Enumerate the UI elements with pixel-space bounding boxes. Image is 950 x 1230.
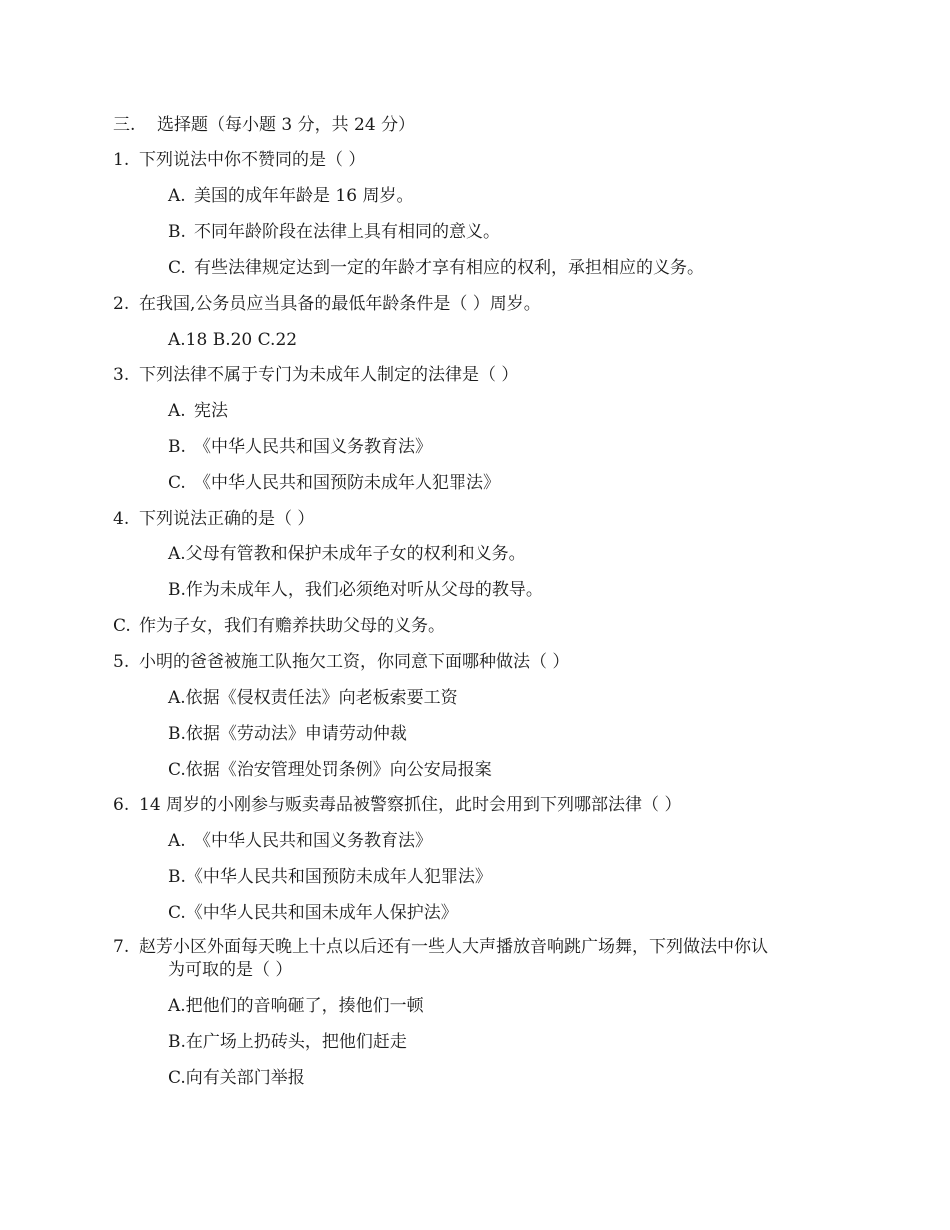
question-text-line2: 为可取的是（ ） bbox=[168, 960, 293, 980]
option-text: C.向有关部门举报 bbox=[168, 1068, 305, 1088]
option-label: B. bbox=[168, 222, 186, 242]
option-label: B. bbox=[168, 437, 186, 457]
question-4 bbox=[113, 508, 314, 530]
question-number: 6. bbox=[113, 795, 130, 815]
question-7-option-c bbox=[168, 1067, 305, 1089]
option-text: C.《中华人民共和国未成年人保护法》 bbox=[168, 903, 458, 923]
question-1-option-a bbox=[168, 185, 413, 207]
option-label: C. bbox=[113, 616, 131, 636]
question-6-option-a bbox=[168, 830, 432, 852]
question-text: 下列法律不属于专门为未成年人制定的法律是（ ） bbox=[139, 365, 519, 385]
question-3-option-b bbox=[168, 436, 432, 458]
option-text: 《中华人民共和国义务教育法》 bbox=[194, 831, 432, 851]
question-text: 小明的爸爸被施工队拖欠工资，你同意下面哪种做法（ ） bbox=[139, 652, 570, 672]
option-text: 《中华人民共和国义务教育法》 bbox=[194, 437, 432, 457]
question-3 bbox=[113, 364, 518, 386]
question-2-options bbox=[168, 329, 297, 351]
option-text: 有些法律规定达到一定的年龄才享有相应的权利，承担相应的义务。 bbox=[194, 258, 704, 278]
section-header bbox=[113, 114, 415, 136]
option-text: 宪法 bbox=[194, 401, 228, 421]
question-5-option-a bbox=[168, 687, 458, 709]
option-text: 作为子女，我们有赡养扶助父母的义务。 bbox=[139, 616, 445, 636]
question-3-option-c bbox=[168, 472, 500, 494]
question-text: 下列说法中你不赞同的是（ ） bbox=[139, 150, 366, 170]
option-text: A.父母有管教和保护未成年子女的权利和义务。 bbox=[168, 544, 526, 564]
question-5-option-b bbox=[168, 723, 407, 745]
option-text: B.作为未成年人，我们必须绝对听从父母的教导。 bbox=[168, 580, 543, 600]
option-label: A. bbox=[168, 401, 186, 421]
question-3-option-a bbox=[168, 400, 228, 422]
question-number: 3. bbox=[113, 365, 130, 385]
option-text: C.依据《治安管理处罚条例》向公安局报案 bbox=[168, 760, 492, 780]
option-text: 不同年龄阶段在法律上具有相同的意义。 bbox=[194, 222, 500, 242]
question-text-line1: 赵芳小区外面每天晚上十点以后还有一些人大声播放音响跳广场舞，下列做法中你认 bbox=[139, 937, 768, 957]
question-5 bbox=[113, 651, 569, 673]
question-4-option-c bbox=[113, 615, 445, 637]
option-label: A. bbox=[168, 186, 186, 206]
option-text: 《中华人民共和国预防未成年人犯罪法》 bbox=[194, 473, 500, 493]
section-index: 三. bbox=[113, 115, 136, 135]
question-text: 下列说法正确的是（ ） bbox=[139, 509, 315, 529]
question-2 bbox=[113, 293, 541, 315]
section-title: 选择题（每小题 3 分，共 24 分） bbox=[157, 115, 416, 135]
question-4-option-b bbox=[168, 579, 543, 601]
question-number: 4. bbox=[113, 509, 130, 529]
question-6 bbox=[113, 794, 681, 816]
question-number: 1. bbox=[113, 150, 130, 170]
option-label: C. bbox=[168, 258, 186, 278]
question-number: 7. bbox=[113, 937, 130, 957]
question-7-option-b bbox=[168, 1031, 407, 1053]
option-label: A. bbox=[168, 831, 186, 851]
option-text: A.18 B.20 C.22 bbox=[168, 330, 298, 350]
question-text: 14 周岁的小刚参与贩卖毒品被警察抓住，此时会用到下列哪部法律（ ） bbox=[139, 795, 682, 815]
option-text: A.把他们的音响砸了，揍他们一顿 bbox=[168, 996, 424, 1016]
option-text: B.在广场上扔砖头，把他们赶走 bbox=[168, 1032, 407, 1052]
option-text: 美国的成年年龄是 16 周岁。 bbox=[194, 186, 414, 206]
option-text: B.《中华人民共和国预防未成年人犯罪法》 bbox=[168, 867, 492, 887]
question-6-option-b bbox=[168, 866, 492, 888]
question-1 bbox=[113, 149, 365, 171]
question-number: 5. bbox=[113, 652, 130, 672]
option-text: B.依据《劳动法》申请劳动仲裁 bbox=[168, 724, 407, 744]
question-1-option-c bbox=[168, 257, 704, 279]
question-7 bbox=[113, 936, 768, 958]
question-1-option-b bbox=[168, 221, 500, 243]
question-7-option-a bbox=[168, 995, 424, 1017]
question-7-continued bbox=[168, 959, 292, 981]
option-label: C. bbox=[168, 473, 186, 493]
question-4-option-a bbox=[168, 543, 526, 565]
question-6-option-c bbox=[168, 902, 458, 924]
question-number: 2. bbox=[113, 294, 130, 314]
question-text: 在我国,公务员应当具备的最低年龄条件是（ ）周岁。 bbox=[139, 294, 541, 314]
question-5-option-c bbox=[168, 759, 492, 781]
option-text: A.依据《侵权责任法》向老板索要工资 bbox=[168, 688, 458, 708]
